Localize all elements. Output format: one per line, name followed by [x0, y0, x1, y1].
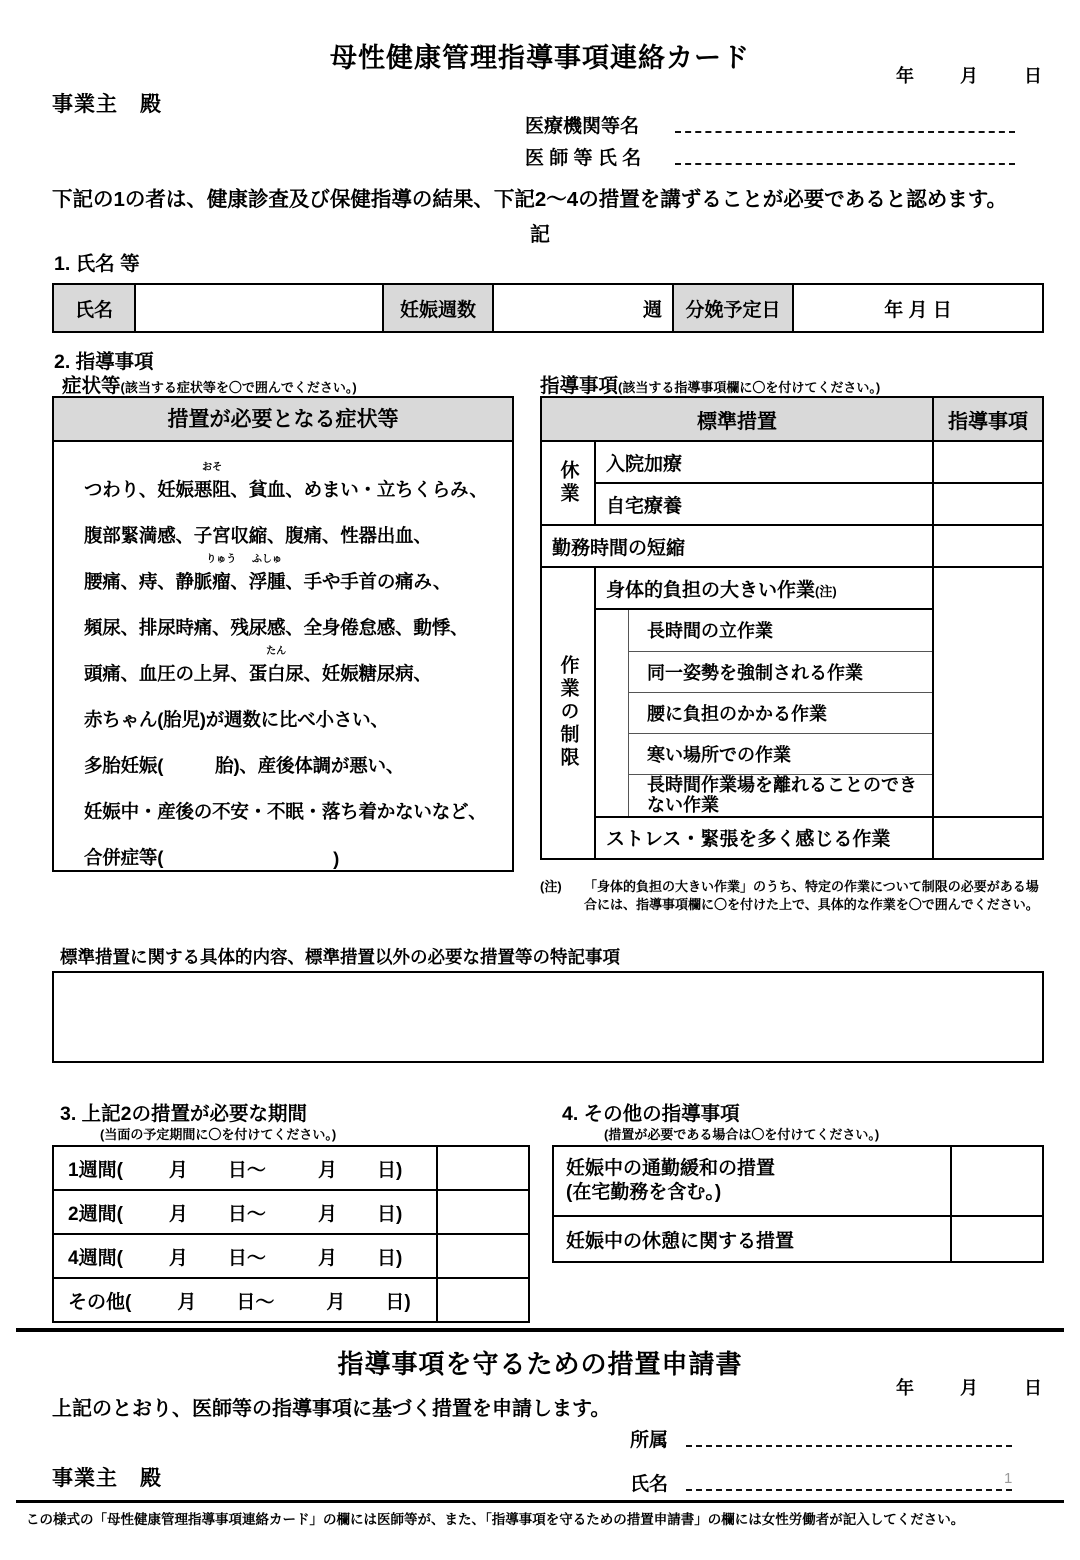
footnote-body: 「身体的負担の大きい作業」のうち、特定の作業について制限の必要がある場合には、指導事項欄に〇を付けた上で、具体的な作業を〇で囲んでください。 [584, 879, 1039, 913]
affiliation-row [630, 1408, 1012, 1452]
period-day1: 日～ [227, 1159, 266, 1181]
period-row-2weeks[interactable] [53, 1190, 437, 1234]
symptom-line[interactable]: 頻尿、排尿時痛、残尿感、全身倦怠感、動悸、 [84, 617, 469, 638]
period-day1: 日～ [227, 1203, 266, 1225]
table-row [53, 284, 1043, 332]
duedate-label-cell: 分娩予定日 [673, 284, 793, 332]
table-row [553, 1216, 1043, 1262]
doctor-row [525, 138, 1015, 170]
other-item-rest[interactable]: 妊娠中の休憩に関する措置 [553, 1216, 951, 1262]
section1-heading: 1. 氏名 等 [54, 253, 140, 275]
table-row [629, 692, 933, 733]
period-day2: 日) [376, 1203, 403, 1225]
table-row [629, 651, 933, 692]
name-table [52, 283, 1044, 333]
physical-burden-note: (注) [815, 583, 837, 599]
period-month1: 月 [177, 1291, 197, 1313]
period-day1: 日～ [227, 1247, 266, 1269]
weeks-value-cell[interactable] [493, 284, 673, 332]
application-statement: 上記のとおり、医師等の指導事項に基づく措置を申請します。 [52, 1398, 611, 1420]
period-month2: 月 [326, 1291, 346, 1313]
name-value-cell[interactable] [135, 284, 383, 332]
table-row [553, 1146, 1043, 1216]
ruby-oso: おそ [202, 462, 223, 473]
mark-cell-stress[interactable] [933, 817, 1043, 859]
physical-burden-subtable [628, 610, 932, 816]
affiliation-input[interactable] [686, 1445, 1012, 1447]
symptoms-caption-note: (該当する症状等を〇で囲んでください。) [120, 380, 357, 395]
section2-heading: 2. 指導事項 [54, 351, 154, 373]
header-day-label: 日 [1024, 66, 1042, 86]
certification-statement: 下記の1の者は、健康診査及び保健指導の結果、下記2～4の措置を講ずることが必要であると認めます。 [52, 188, 1008, 211]
application-day-label: 日 [1024, 1378, 1042, 1398]
application-date-fields [896, 1374, 1042, 1400]
table-row [629, 733, 933, 774]
period-row-4weeks[interactable] [53, 1234, 437, 1278]
sub-item-back-strain[interactable]: 腰に負担のかかる作業 [629, 692, 933, 733]
period-table [52, 1145, 530, 1323]
group-label-kyugyo: 休業 [541, 441, 595, 525]
symptoms-caption [62, 370, 357, 398]
header-date-fields [896, 62, 1042, 88]
period-day2: 日) [376, 1247, 403, 1269]
application-month-label: 月 [960, 1378, 978, 1398]
guidance-table-wrap [540, 396, 1044, 860]
symptom-line[interactable]: 腰痛、痔、静脈 瘤 りゅう 、 浮腫 ふしゅ 、手や手首の痛み、 [84, 554, 452, 592]
guidance-table [540, 396, 1044, 860]
other-mark-commute[interactable] [951, 1146, 1043, 1216]
institution-row [525, 106, 1015, 138]
period-mark-1week[interactable] [437, 1146, 529, 1190]
symptom-line[interactable]: 赤ちゃん(胎児)が週数に比べ小さい、 [84, 709, 389, 730]
period-month1: 月 [168, 1203, 188, 1225]
period-mark-other[interactable] [437, 1278, 529, 1322]
footer-divider [16, 1500, 1064, 1503]
sub-item-fixed-posture[interactable]: 同一姿勢を強制される作業 [629, 651, 933, 692]
special-notes-label: 標準措置に関する具体的内容、標準措置以外の必要な措置等の特記事項 [60, 947, 620, 967]
physical-burden-label: 身体的負担の大きい作業 [606, 579, 816, 601]
col-header-guidance: 指導事項 [933, 397, 1043, 441]
duedate-value-cell[interactable] [793, 284, 1043, 332]
measure-item-short-hours[interactable]: 勤務時間の短縮 [541, 525, 933, 567]
guidance-caption-note: (該当する指導事項欄に〇を付けてください。) [618, 380, 881, 395]
other-item-commute-line2: (在宅勤務を含む。) [566, 1182, 722, 1203]
period-month2: 月 [317, 1159, 337, 1181]
sub-item-cold-place[interactable]: 寒い場所での作業 [629, 733, 933, 774]
measure-item-home-care[interactable]: 自宅療養 [595, 483, 933, 525]
period-month2: 月 [317, 1247, 337, 1269]
duedate-month-label: 月 [908, 299, 928, 321]
symptom-line[interactable]: つわり、妊娠 悪阻 おそ 、貧血、めまい・立ちくらみ、 [84, 462, 488, 500]
ruby-fushu: ふしゅ [252, 554, 283, 565]
sub-items-wrap [595, 609, 933, 817]
name-label-cell: 氏名 [53, 284, 135, 332]
symptom-line[interactable]: 腹部緊満感、子宮収縮、腹痛、性器出血、 [84, 525, 432, 546]
other-guidance-table [552, 1145, 1044, 1263]
table-row [541, 441, 1043, 483]
other-guidance-table-wrap [552, 1145, 1044, 1263]
symptoms-box-header: 措置が必要となる症状等 [54, 398, 512, 442]
period-prefix: 2週間( [68, 1203, 123, 1225]
symptom-line[interactable]: 多胎妊娠( 胎)、産後体調が悪い、 [84, 755, 405, 776]
applicant-name-input[interactable] [686, 1489, 1012, 1491]
applicant-fields [630, 1408, 1012, 1496]
weeks-label-cell: 妊娠週数 [383, 284, 493, 332]
symptoms-list [54, 442, 512, 870]
applicant-name-row [630, 1452, 1012, 1496]
sub-item-cannot-leave[interactable]: 長時間作業場を離れることのできない作業 [629, 774, 933, 816]
doctor-label: 医 師 等 氏 名 [525, 148, 642, 169]
period-day2: 日) [376, 1159, 403, 1181]
table-row [53, 1278, 529, 1322]
employer-addressee: 事業主 殿 [52, 93, 162, 116]
period-month1: 月 [168, 1247, 188, 1269]
period-day1: 日～ [236, 1291, 275, 1313]
weeks-unit-label: 週 [642, 299, 662, 321]
section3-note: (当面の予定期間に〇を付けてください。) [100, 1127, 337, 1142]
period-month1: 月 [168, 1159, 188, 1181]
footer-note: この様式の「母性健康管理指導事項連絡カード」の欄には医師等が、また、「指導事項を守るための措置申請書」の欄には女性労働者が記入してください。 [26, 1512, 965, 1527]
table-row [541, 483, 1043, 525]
period-row-other[interactable] [53, 1278, 437, 1322]
guidance-caption-label: 指導事項 [540, 375, 619, 397]
table-row [541, 525, 1043, 567]
ruby-tan: たん [266, 646, 287, 657]
period-prefix: その他( [68, 1291, 132, 1313]
period-prefix: 4週間( [68, 1247, 123, 1269]
period-day2: 日) [385, 1291, 411, 1313]
symptom-line[interactable]: 頭痛、血圧の上昇、 蛋白尿 たん 、妊娠糖尿病、 [84, 646, 432, 684]
doctor-input[interactable] [675, 163, 1015, 165]
symptoms-box [52, 396, 514, 872]
section-divider [16, 1328, 1064, 1332]
table-row [541, 567, 1043, 609]
header-month-label: 月 [960, 66, 978, 86]
table-row [629, 610, 933, 651]
sub-item-standing[interactable]: 長時間の立作業 [629, 610, 933, 651]
table-row [541, 397, 1043, 441]
col-header-measure: 標準措置 [541, 397, 933, 441]
table-row [53, 1146, 529, 1190]
table-row [53, 1190, 529, 1234]
period-mark-4weeks[interactable] [437, 1234, 529, 1278]
header-year-label: 年 [896, 66, 914, 86]
section3-heading: 3. 上記2の措置が必要な期間 [60, 1103, 308, 1125]
applicant-name-label: 氏名 [630, 1474, 669, 1495]
ki-marker: 記 [530, 224, 550, 246]
application-title: 指導事項を守るための措置申請書 [337, 1349, 743, 1379]
period-prefix: 1週間( [68, 1159, 123, 1181]
section4-heading: 4. その他の指導事項 [562, 1103, 740, 1125]
special-notes-input[interactable] [52, 971, 1044, 1063]
other-mark-rest[interactable] [951, 1216, 1043, 1262]
table-row [541, 817, 1043, 859]
duedate-day-label: 日 [932, 299, 952, 321]
measure-item-hospitalization[interactable]: 入院加療 [595, 441, 933, 483]
footnote-label: (注) [540, 879, 562, 894]
group-label-sagyo: 作業の制限 [541, 567, 595, 859]
name-table-wrap [52, 283, 1044, 333]
affiliation-label: 所属 [630, 1430, 669, 1451]
measure-item-stress[interactable]: ストレス・緊張を多く感じる作業 [595, 817, 933, 859]
mark-cell-short-hours[interactable] [933, 525, 1043, 567]
mark-cell-hospitalization[interactable] [933, 441, 1043, 483]
institution-input[interactable] [675, 131, 1015, 133]
mark-cell-work-restriction[interactable] [933, 567, 1043, 817]
symptoms-caption-label: 症状等 [62, 375, 121, 397]
period-month2: 月 [317, 1203, 337, 1225]
application-addressee: 事業主 殿 [52, 1467, 162, 1490]
application-year-label: 年 [896, 1378, 914, 1398]
measure-item-physical-burden[interactable] [595, 567, 933, 609]
issuer-block [525, 106, 1015, 170]
section4-note: (措置が必要である場合は〇を付けてください。) [604, 1127, 880, 1142]
period-table-wrap [52, 1145, 530, 1323]
ruby-ryuu: りゅう [206, 554, 237, 565]
document-title: 母性健康管理指導事項連絡カード [330, 43, 750, 73]
mark-cell-home-care[interactable] [933, 483, 1043, 525]
table-row [629, 774, 933, 816]
guidance-caption [540, 370, 880, 398]
institution-label: 医療機関等名 [525, 116, 640, 137]
guidance-footnote [540, 878, 1040, 915]
symptom-line[interactable]: 合併症等( ) [84, 847, 340, 869]
duedate-year-label: 年 [884, 299, 904, 321]
period-row-1week[interactable] [53, 1146, 437, 1190]
table-row [53, 1234, 529, 1278]
page-number: 1 [1004, 1470, 1013, 1487]
other-item-commute[interactable] [553, 1146, 951, 1216]
symptom-line[interactable]: 妊娠中・産後の不安・不眠・落ち着かないなど、 [84, 801, 487, 822]
period-mark-2weeks[interactable] [437, 1190, 529, 1234]
other-item-commute-line1: 妊娠中の通勤緩和の措置 [566, 1158, 776, 1180]
